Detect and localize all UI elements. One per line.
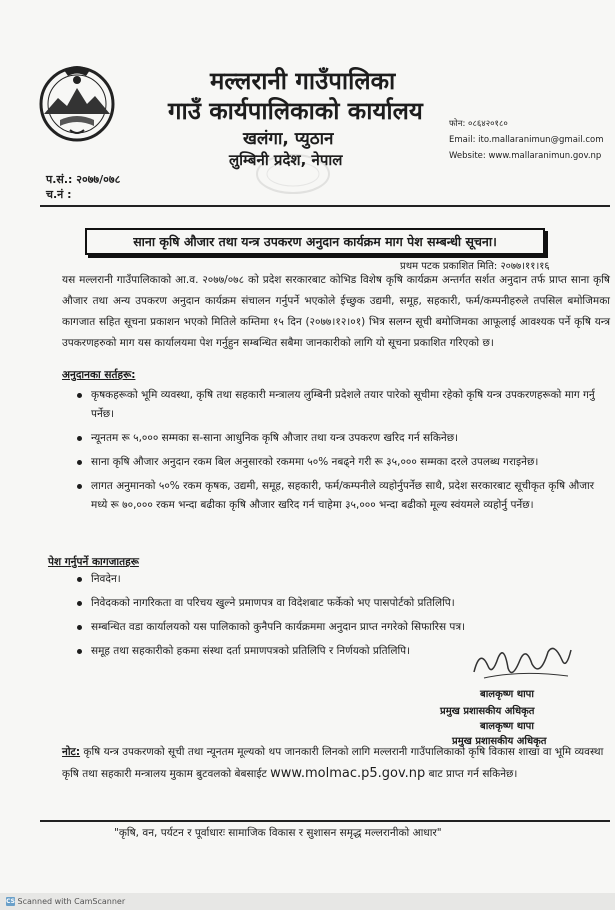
dispatch-number: च.नं : — [46, 188, 72, 201]
notice-subject: साना कृषि औजार तथा यन्त्र उपकरण अनुदान कार्यक्रम माग पेश सम्बन्धी सूचना। — [85, 228, 545, 255]
list-item: निवदेन। — [75, 570, 545, 589]
note-block — [62, 742, 607, 785]
list-item: न्यूनतम रू ५,००० सम्मका स-साना आधुनिक कृषि औजार तथा यन्त्र उपकरण खरिद गर्न सकिनेछ। — [75, 429, 610, 448]
office-name: गाउँ कार्यपालिकाको कार्यालय — [168, 97, 423, 125]
handwritten-signature-icon — [470, 640, 575, 686]
contact-block — [449, 116, 604, 164]
list-item: निवेदकको नागरिकता वा परिचय खुल्ने प्रमाणपत्र वा विदेशबाट फर्केको भए पासपोर्टको प्रतिलिपि। — [75, 594, 545, 613]
scanner-watermark — [6, 897, 125, 906]
office-location: खलंगा, प्युठान — [243, 129, 334, 149]
ministry-website-url: www.molmac.p5.gov.np — [270, 766, 426, 781]
header-divider — [40, 205, 610, 207]
note-text-end: बाट प्राप्त गर्न सकिनेछ। — [425, 768, 518, 780]
website-address: Website: www.mallaranimun.gov.np — [449, 151, 602, 161]
footer-motto: "कृषि, वन, पर्यटन र पूर्वाधारः सामाजिक विकास र सुशासन समृद्ध मल्लरानीको आधार" — [114, 827, 442, 839]
phone-number: फोन: ०८६४२०१८० — [449, 119, 508, 129]
municipality-name: मल्लरानी गाउँपालिका — [210, 67, 396, 95]
reference-block — [46, 172, 120, 202]
nepal-government-emblem-icon — [34, 60, 120, 142]
notice-body: यस मल्लरानी गाउँपालिकाको आ.व. २०७७/०७८ को प्रदेश सरकारबाट कोभिड विशेष कृषि कार्यक्रम अन्तर्गत सर्शत अनुदान तर्फ प्राप्त साना कृषि औजार तथा अन्य उपकरण अनुदान कार्यक्रम संचालन गर्नुपर्ने भएकोले ईच्छुक उद्यमी, समूह, सहकारी, फर्म/कम्पनीहरुले तपसिल बमोजिमका कागजात सहित सूचना प्रकाशन भएको मितिले कम्तिमा १५ दिन (२०७७।१२।०१) भित्र सलग्न सूची बमोजिमका आफूलाई आवश्यक पर्ने कृषि यन्त्र उपकरणहरुको माग यस कार्यालयमा पेश गर्नुहुन सम्बन्धित सबैमा जानकारीको लागि यो सूचना प्रकाशित गरिएको छ। — [62, 274, 610, 349]
signatory-name: बालकृष्ण थापा — [480, 689, 534, 700]
stamp-title: प्रमुख प्रशासकीय अधिकृत — [452, 736, 547, 747]
note-label: नोट: — [62, 746, 81, 758]
list-item: लागत अनुमानको ५०% रकम कृषक, उद्यमी, समूह, सहकारी, फर्म/कम्पनीले व्यहोर्नुपर्नेछ साथै, प्रदेश सरकारबाट सूचीकृत कृषि औजार मध्ये रू ७०,००० रकम भन्दा बढीका कृषि औजार खरिद गर्न चाहेमा ३५,००० भन्दा बढीको मूल्य स्वंयमले व्यहोर्नु पर्नेछ। — [75, 477, 610, 515]
signatory-title: प्रमुख प्रशासकीय अधिकृत — [440, 706, 535, 717]
note-text: कृषि यन्त्र उपकरणको सूची तथा न्यूनतम मूल्यको थप जानकारी लिनको लागि मल्लरानी गाउँपालिकाको कृषि विकास शाखा वा भूमि व्यवस्था कृषि तथा सहकारी मन्त्रालय मुकाम बुटवलको बेबसाईट — [62, 746, 604, 780]
conditions-list — [75, 386, 610, 520]
office-province: लुम्बिनी प्रदेश, नेपाल — [229, 151, 343, 169]
list-item: साना कृषि औजार अनुदान रकम बिल अनुसारको रकममा ५०% नबढ्ने गरी रू ३५,००० सम्मका दरले उपलब्ध गराइनेछ। — [75, 453, 610, 472]
list-item: कृषकहरूको भूमि व्यवस्था, कृषि तथा सहकारी मन्त्रालय लुम्बिनी प्रदेशले तयार पारेको सूचीमा रहेको कृषि यन्त्र उपकरणहरूको माग गर्नु पर्नेछ। — [75, 386, 610, 424]
stamp-name: बालकृष्ण थापा — [480, 721, 534, 732]
letter-number: प.सं.: २०७७/०७८ — [46, 173, 121, 186]
publish-date: प्रथम पटक प्रकाशित मिति: २०७७।११।१६ — [400, 261, 550, 272]
documents-heading: पेश गर्नुपर्ने कागजातहरू — [48, 556, 139, 568]
footer-divider — [40, 820, 610, 822]
conditions-heading: अनुदानका सर्तहरू: — [62, 369, 136, 381]
email-address: Email: ito.mallaranimun@gmail.com — [449, 135, 604, 145]
camscanner-logo-icon: CS — [6, 898, 15, 905]
watermark-text: Scanned with CamScanner — [17, 897, 126, 906]
list-item: समूह तथा सहकारीको हकमा संस्था दर्ता प्रमाणपत्रको प्रतिलिपि र निर्णयको प्रतिलिपि। — [75, 642, 545, 661]
list-item: सम्बन्धित वडा कार्यालयको यस पालिकाको कुनैपनि कार्यक्रममा अनुदान प्राप्त नगरेको सिफारिस पत्र। — [75, 618, 545, 637]
